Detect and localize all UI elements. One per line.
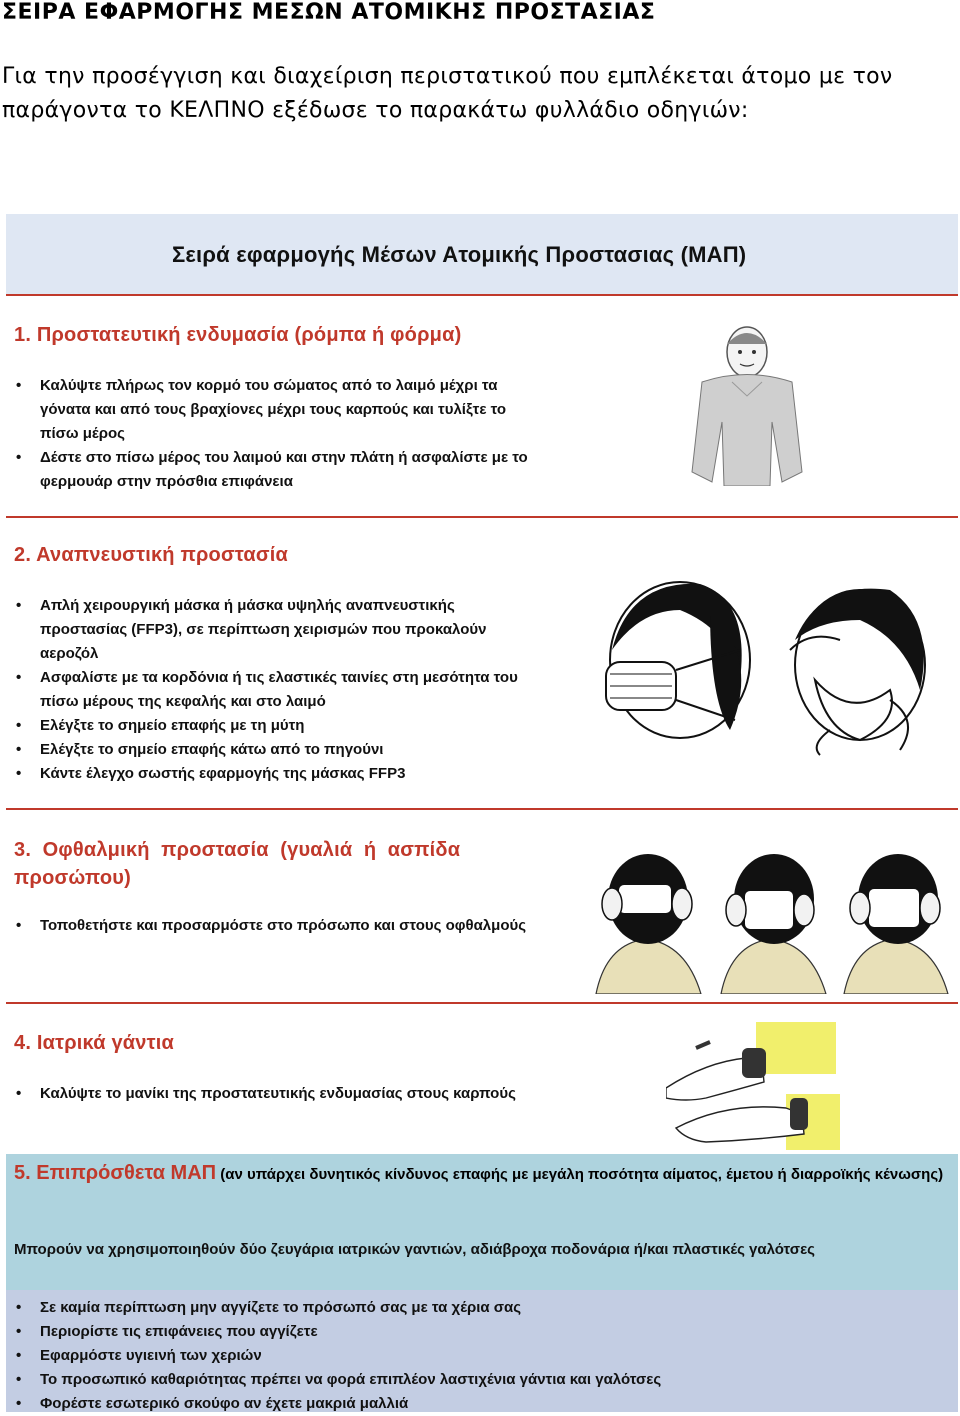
section-5: [6, 1154, 958, 1412]
intro-text: [2, 60, 952, 128]
section-5-bullet-panel: [6, 1290, 958, 1412]
list-item: • Περιορίστε τις επιφάνειες που αγγίζετε: [14, 1320, 944, 1344]
section-2-title: 2. Αναπνευστική προστασία: [14, 544, 289, 566]
section-1-bullets: [14, 374, 534, 494]
mask-heads-icon: [590, 570, 950, 760]
goggles-heads-icon: [586, 844, 956, 994]
document-title: ΣΕΙΡΑ ΕΦΑΡΜΟΓΗΣ ΜΕΣΩΝ ΑΤΟΜΙΚΗΣ ΠΡΟΣΤΑΣΙΑΣ: [2, 0, 656, 25]
intro-line-1: Για την προσέγγιση και διαχείριση περιστατικού που εμπλέκεται άτομο με τον: [2, 64, 893, 89]
divider: [6, 1002, 958, 1004]
section-5-title-rest: (αν υπάρχει δυνητικός κίνδυνος επαφής με μεγάλη ποσότητα αίματος, έμετου ή διαρροϊκής κένωσης): [220, 1166, 944, 1183]
ppe-poster: [6, 214, 958, 1412]
list-item: • Ελέγξτε το σημείο επαφής κάτω από το πηγούνι: [14, 738, 534, 762]
list-item: • Καλύψτε το μανίκι της προστατευτικής ενδυμασίας στους καρπούς: [14, 1082, 534, 1106]
poster-title: Σειρά εφαρμογής Μέσων Ατομικής Προστασιας (ΜΑΠ): [172, 242, 747, 267]
section-3-title: [14, 836, 460, 892]
section-1-title: 1. Προστατευτική ενδυμασία (ρόμπα ή φόρμα): [14, 324, 462, 346]
section-3-title-line-1: 3. Οφθαλμική προστασία (γυαλιά ή ασπίδα: [14, 839, 461, 861]
list-item: • Καλύψτε πλήρως τον κορμό του σώματος από το λαιμό μέχρι τα γόνατα και από τους βραχίονες μέχρι τους καρπούς και τυλίξτε το πίσω μέρος: [14, 374, 534, 446]
section-3-title-line-2: προσώπου): [14, 867, 131, 889]
section-5-title-red: 5. Επιπρόσθετα ΜΑΠ: [14, 1162, 217, 1184]
list-item: • Κάντε έλεγχο σωστής εφαρμογής της μάσκας FFP3: [14, 762, 534, 786]
section-4-title: 4. Ιατρικά γάντια: [14, 1032, 175, 1054]
section-5-bullets: [14, 1296, 944, 1416]
list-item: • Ελέγξτε το σημείο επαφής με τη μύτη: [14, 714, 534, 738]
divider: [6, 808, 958, 810]
list-item: • Ασφαλίστε με τα κορδόνια ή τις ελαστικές ταινίες στη μεσότητα του πίσω μέρους της κεφαλής και στο λαιμό: [14, 666, 534, 714]
divider: [6, 516, 958, 518]
list-item: • Δέστε στο πίσω μέρος του λαιμού και στην πλάτη ή ασφαλίστε με το φερμουάρ στην πρόσθια επιφάνεια: [14, 446, 534, 494]
list-item: • Σε καμία περίπτωση μην αγγίζετε το πρόσωπό σας με τα χέρια σας: [14, 1296, 944, 1320]
list-item: • Τοποθετήστε και προσαρμόστε στο πρόσωπο και στους οφθαλμούς: [14, 914, 534, 938]
poster-header: [6, 214, 958, 296]
list-item: • Το προσωπικό καθαριότητας πρέπει να φορά επιπλέον λαστιχένια γάντια και γαλότσες: [14, 1368, 944, 1392]
list-item: • Εφαρμόστε υγιεινή των χεριών: [14, 1344, 944, 1368]
section-5-title: [14, 1160, 949, 1188]
gloved-hands-icon: [666, 1018, 846, 1150]
list-item: • Φορέστε εσωτερικό σκούφο αν έχετε μακριά μαλλιά: [14, 1392, 944, 1416]
person-gown-icon: [682, 322, 812, 486]
intro-line-2: παράγοντα το ΚΕΛΠΝΟ εξέδωσε το παρακάτω φυλλάδιο οδηγιών:: [2, 98, 749, 123]
section-4-bullets: [14, 1082, 534, 1106]
section-3-bullets: [14, 914, 534, 938]
section-5-note: Μπορούν να χρησιμοποιηθούν δύο ζευγάρια ιατρικών γαντιών, αδιάβροχα ποδονάρια ή/και πλαστικές γαλότσες: [14, 1241, 815, 1258]
list-item: • Απλή χειρουργική μάσκα ή μάσκα υψηλής αναπνευστικής προστασίας (FFP3), σε περίπτωση χειρισμών που προκαλούν αεροζόλ: [14, 594, 534, 666]
section-2-bullets: [14, 594, 534, 786]
